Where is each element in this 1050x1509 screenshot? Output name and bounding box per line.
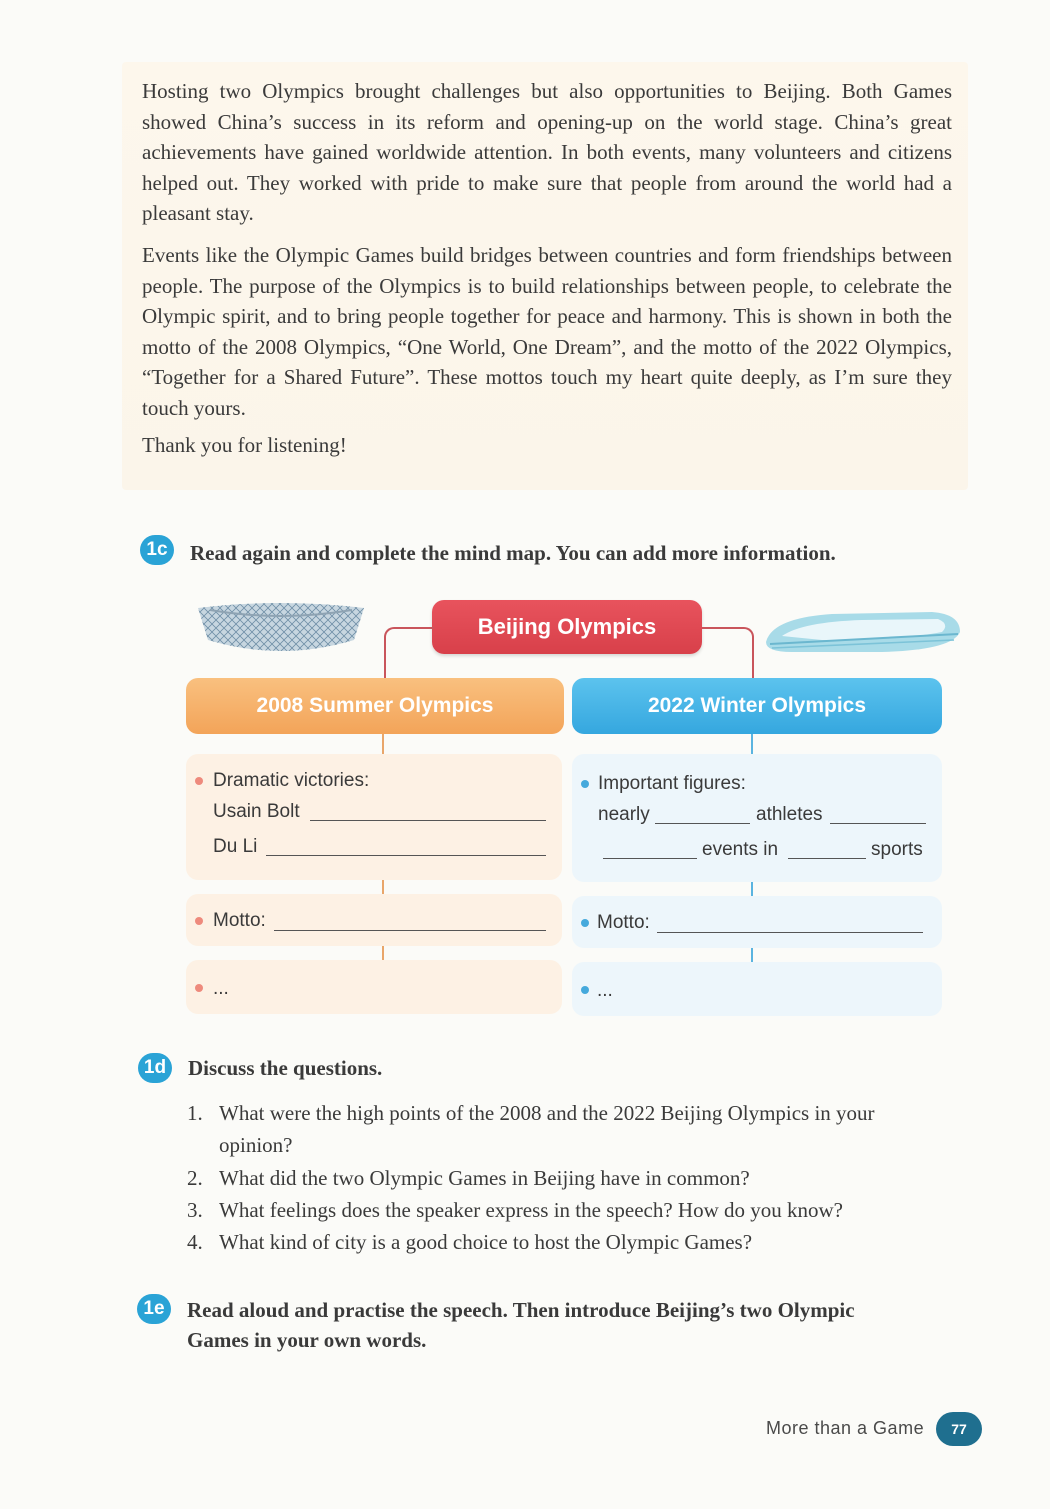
winter-more-ellipsis: ...: [597, 980, 613, 1001]
usain-bolt-blank[interactable]: [310, 820, 546, 821]
page-number: 77: [936, 1412, 982, 1446]
connector-winter-3: [751, 948, 753, 962]
sports-count-blank[interactable]: [788, 858, 866, 859]
athlete-usain-bolt: Usain Bolt: [213, 801, 300, 822]
athletes-count-blank[interactable]: [655, 823, 750, 824]
question-number: 1.: [187, 1101, 203, 1125]
du-li-blank[interactable]: [266, 855, 546, 856]
bullet-icon: [581, 919, 589, 927]
paragraph-1: Hosting two Olympics brought challenges but also opportunities to Beijing. Both Games showed China’s success in its reform and opening-up on the world stage. China’s great achievements have gained worldwide attention. In both events, many volunteers and citizens helped out. They worked with pride to make sure that people from around the world had a pleasant stay.: [142, 79, 952, 225]
question-number: 2.: [187, 1166, 203, 1190]
winter-motto-label: Motto:: [597, 912, 650, 933]
connector-summer-2: [382, 880, 384, 894]
task-badge-1c: 1c: [140, 535, 174, 565]
winter-motto-blank[interactable]: [657, 932, 923, 933]
question-1-line2: opinion?: [219, 1133, 293, 1157]
question-number: 3.: [187, 1198, 203, 1222]
summer-motto-blank[interactable]: [274, 930, 546, 931]
paragraph-2: Events like the Olympic Games build bridges between countries and form friendships between people. The purpose of the Olympics is to build relationships between people, to celebrate the Olympic spirit, and to bring people together for peace and harmony. This is shown in both the motto of the 2008 Olympics, “One World, One Dream”, and the motto of the 2022 Olympics, “Together for a Shared Future”. These mottos touch my heart quite deeply, as I’m sure they touch yours.: [142, 243, 952, 420]
question-2: What did the two Olympic Games in Beijing have in common?: [219, 1166, 750, 1190]
summer-motto-label: Motto:: [213, 910, 266, 931]
task-1d-instruction: Discuss the questions.: [188, 1056, 383, 1080]
connector-winter-1: [751, 734, 753, 754]
nearly-label: nearly: [598, 804, 650, 825]
events-count-blank[interactable]: [603, 858, 697, 859]
paragraph-3: Thank you for listening!: [142, 433, 347, 457]
task-1c-instruction: Read again and complete the mind map. You can add more information.: [190, 541, 836, 565]
question-3: What feelings does the speaker express in the speech? How do you know?: [219, 1198, 843, 1222]
dramatic-victories-label: Dramatic victories:: [213, 770, 370, 791]
question-number: 4.: [187, 1230, 203, 1254]
athlete-du-li: Du Li: [213, 836, 258, 857]
task-1e-line2: Games in your own words.: [187, 1328, 427, 1352]
connector-summer-3: [382, 946, 384, 960]
question-4: What kind of city is a good choice to host the Olympic Games?: [219, 1230, 753, 1254]
important-figures-label: Important figures:: [598, 773, 746, 794]
bullet-icon: [195, 777, 203, 785]
sports-label: sports: [871, 839, 923, 860]
summer-more-card: [186, 960, 562, 1014]
connector-root-winter: [702, 627, 754, 681]
task-badge-1d: 1d: [138, 1053, 172, 1083]
athletes-extra-blank[interactable]: [830, 823, 926, 824]
ice-ribbon-stadium-image: [762, 606, 962, 656]
winter-more-card: [572, 962, 942, 1016]
task-badge-1e: 1e: [137, 1294, 171, 1324]
winter-olympics-header: 2022 Winter Olympics: [572, 678, 942, 734]
events-in-label: events in: [702, 839, 779, 860]
bullet-icon: [581, 986, 589, 994]
bullet-icon: [195, 984, 203, 992]
summer-more-ellipsis: ...: [213, 978, 229, 999]
question-1-line1: What were the high points of the 2008 and the 2022 Beijing Olympics in your: [219, 1101, 875, 1125]
birds-nest-stadium-image: [196, 600, 366, 656]
bullet-icon: [581, 780, 589, 788]
connector-root-summer: [384, 627, 434, 681]
bullet-icon: [195, 917, 203, 925]
connector-summer-1: [382, 734, 384, 754]
connector-winter-2: [751, 882, 753, 896]
task-1e-line1: Read aloud and practise the speech. Then introduce Beijing’s two Olympic: [187, 1298, 855, 1322]
unit-title: More than a Game: [766, 1418, 925, 1438]
mind-map-root: Beijing Olympics: [432, 600, 702, 654]
summer-olympics-header: 2008 Summer Olympics: [186, 678, 564, 734]
athletes-label: athletes: [756, 804, 823, 825]
